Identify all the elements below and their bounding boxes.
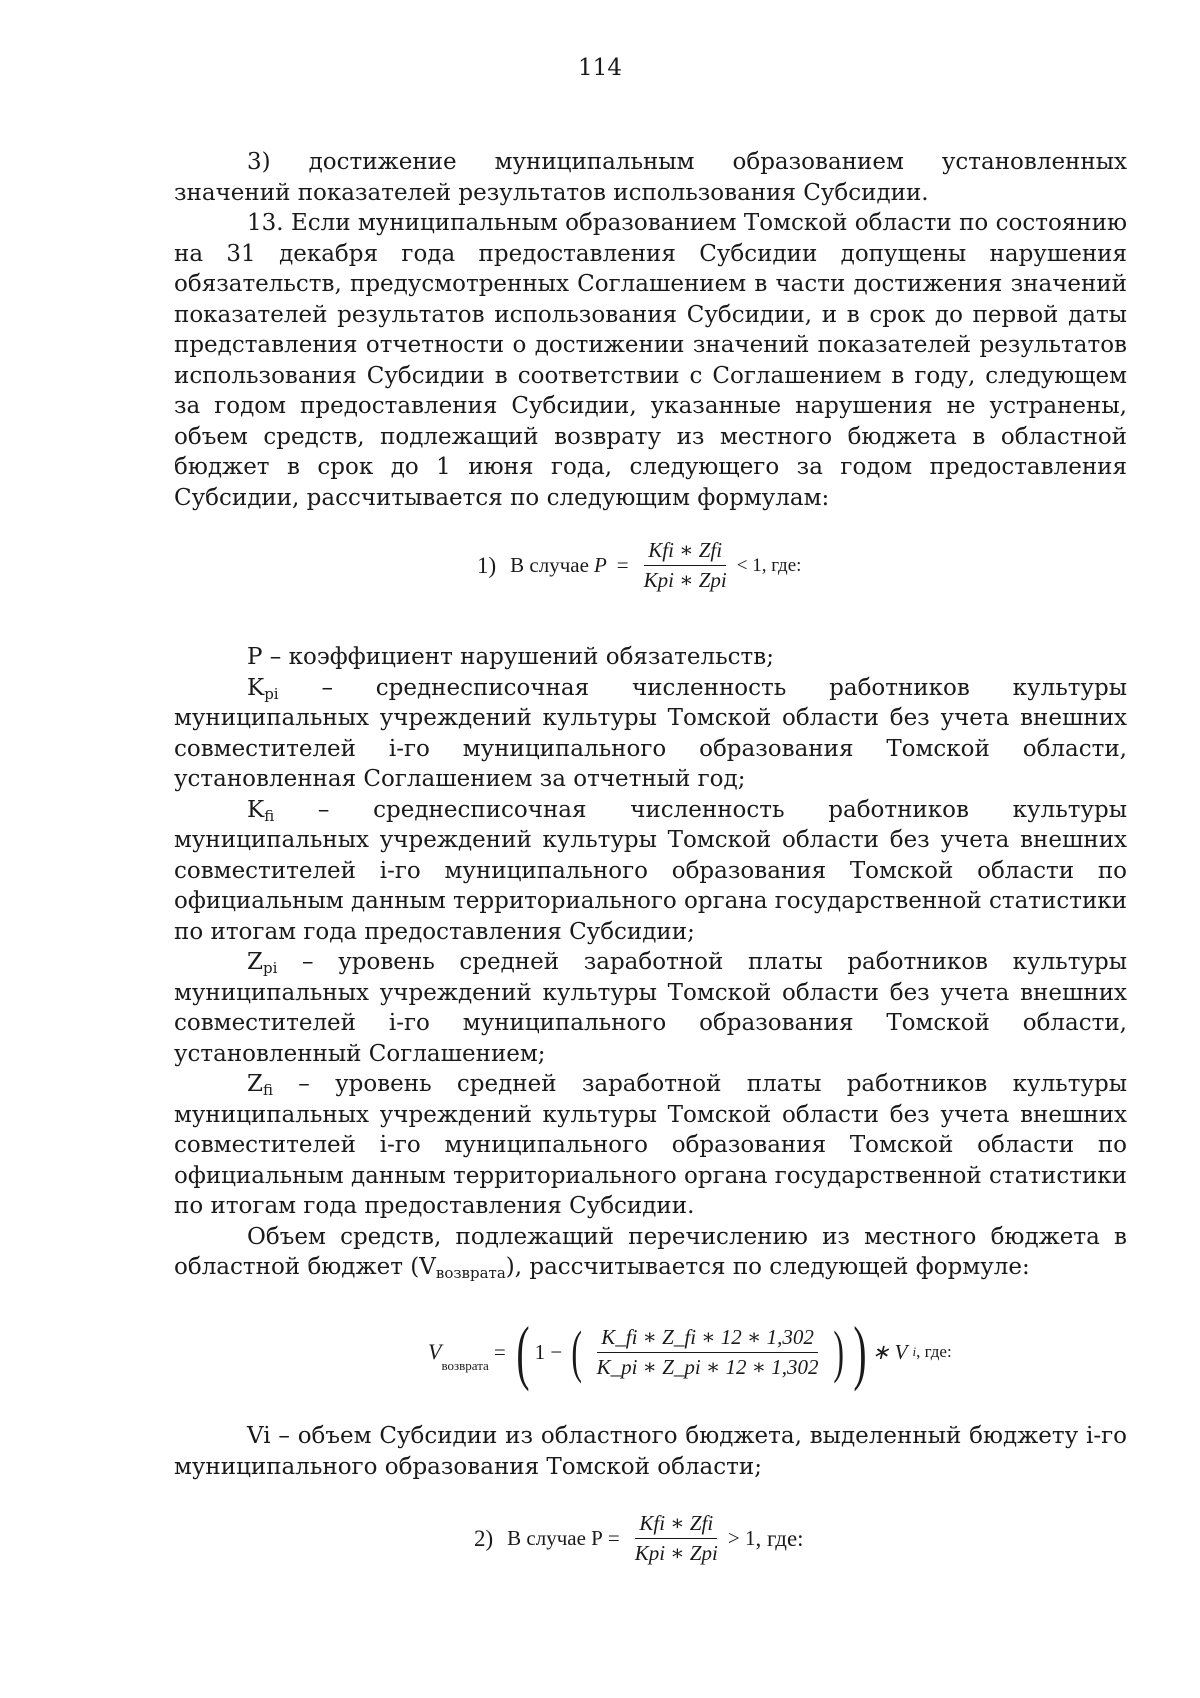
open-paren-outer: ( — [516, 1312, 530, 1392]
open-paren-inner: ( — [571, 1319, 583, 1384]
formula-eq: = — [616, 553, 629, 577]
formula-case-2 — [474, 1511, 804, 1566]
formula-prefix: В случае P — [507, 1526, 603, 1550]
formula-number: 2) — [474, 1525, 494, 1551]
formula-times-v: ∗ V — [871, 1339, 908, 1364]
fraction-numerator: Kfi ∗ Zfi — [635, 1511, 717, 1539]
formula-fraction — [640, 538, 731, 593]
formula-eq: = — [607, 1526, 620, 1550]
formula-lhs: V — [428, 1339, 442, 1364]
definition-text: – среднесписочная численность работников культуры муниципальных учреждений культуры Томской области без учета внешних совместителей i-го муниципального образования Томской области по официальным данным территориального органа государственной статистики по итогам года предоставления Субсидии; — [174, 796, 1127, 945]
fraction-numerator: Kfi ∗ Zfi — [644, 538, 726, 566]
definition-Zpi — [174, 947, 1127, 1069]
close-paren-outer: ) — [853, 1312, 867, 1392]
formula-case-1 — [477, 538, 801, 593]
formula-suffix: , где: — [916, 1342, 952, 1361]
volume-paragraph — [174, 1222, 1127, 1283]
formula-tail: , где: — [755, 1525, 804, 1551]
formula-var: P — [593, 553, 607, 577]
symbol-Z: Z — [247, 1071, 263, 1097]
volume-text-1: Объем средств, подлежащий перечислению из местного бюджета в областной бюджет (V — [174, 1223, 1127, 1280]
subscript-fi: fi — [262, 1081, 273, 1099]
fraction-denominator: K_pi ∗ Z_pi ∗ 12 ∗ 1,302 — [596, 1354, 819, 1379]
text-block-1 — [174, 147, 1127, 513]
formula-fraction — [631, 1511, 722, 1566]
volume-text-2: ), рассчитывается по следующей формуле: — [505, 1254, 1030, 1280]
subscript-fi: fi — [264, 806, 275, 825]
definition-Zfi — [174, 1069, 1127, 1222]
subscript-pi: pi — [264, 684, 279, 703]
fraction-numerator: K_fi ∗ Z_fi ∗ 12 ∗ 1,302 — [597, 1325, 818, 1353]
fraction-denominator: Kpi ∗ Zpi — [643, 568, 727, 592]
formula-number: 1) — [477, 552, 497, 578]
formula-suffix: < 1, где: — [736, 554, 802, 576]
formula-suffix: > 1 — [727, 1526, 756, 1550]
definition-text: – уровень средней заработной платы работников культуры муниципальных учреждений культуры Томской области без учета внешних совместителей i-го муниципального образования Томской области, установленный Соглашением; — [174, 949, 1127, 1067]
text-block-2 — [174, 642, 1127, 1283]
formula-refund — [428, 1312, 952, 1392]
definition-Kpi — [174, 673, 1127, 795]
page-number: 114 — [578, 55, 622, 81]
symbol-K: K — [247, 674, 265, 701]
paragraph-item-3: 3) достижение муниципальным образованием установленных значений показателей результатов использования Субсидии. — [174, 149, 1127, 206]
definition-Vi: Vi – объем Субсидии из областного бюджета, выделенный бюджету i-го муниципального образования Томской области; — [174, 1423, 1127, 1480]
definition-text: – среднесписочная численность работников культуры муниципальных учреждений культуры Томской области без учета внешних совместителей i-го муниципального образования Томской области, установленная Соглашением за отчетный год; — [174, 674, 1127, 792]
paragraph-13: 13. Если муниципальным образованием Томской области по состоянию на 31 декабря года предоставления Субсидии допущены нарушения обязательств, предусмотренных Соглашением в части достижения значений показателей результатов использования Субсидии, и в срок до первой даты представления отчетности о достижении значений показателей результатов использования Субсидии в соответствии с Соглашением в году, следующем за годом предоставления Субсидии, указанные нарушения не устранены, объем средств, подлежащий возврату из местного бюджета в областной бюджет в срок до 1 июня года, следующего за годом предоставления Субсидии, рассчитывается по следующим формулам: — [174, 210, 1127, 511]
formula-v-sub: i — [912, 1344, 917, 1359]
text-block-3 — [174, 1421, 1127, 1482]
definition-P: P – коэффициент нарушений обязательств; — [247, 644, 774, 670]
formula-lhs-sub: возврата — [441, 1358, 489, 1373]
symbol-Z: Z — [247, 949, 263, 975]
fraction-denominator: Kpi ∗ Zpi — [634, 1541, 718, 1565]
symbol-K: K — [247, 796, 265, 823]
formula-eq: = — [493, 1339, 506, 1364]
subscript-vozvrata: возврата — [435, 1264, 506, 1282]
formula-one-minus: 1 − — [534, 1339, 563, 1364]
definition-text: – уровень средней заработной платы работников культуры муниципальных учреждений культуры Томской области без учета внешних совместителей i-го муниципального образования Томской области по официальным данным территориального органа государственной статистики по итогам года предоставления Субсидии. — [174, 1071, 1127, 1219]
subscript-pi: pi — [262, 959, 278, 977]
formula-fraction — [593, 1325, 823, 1380]
formula-prefix: В случае — [510, 553, 589, 577]
definition-Kfi — [174, 795, 1127, 948]
close-paren-inner: ) — [832, 1319, 844, 1384]
